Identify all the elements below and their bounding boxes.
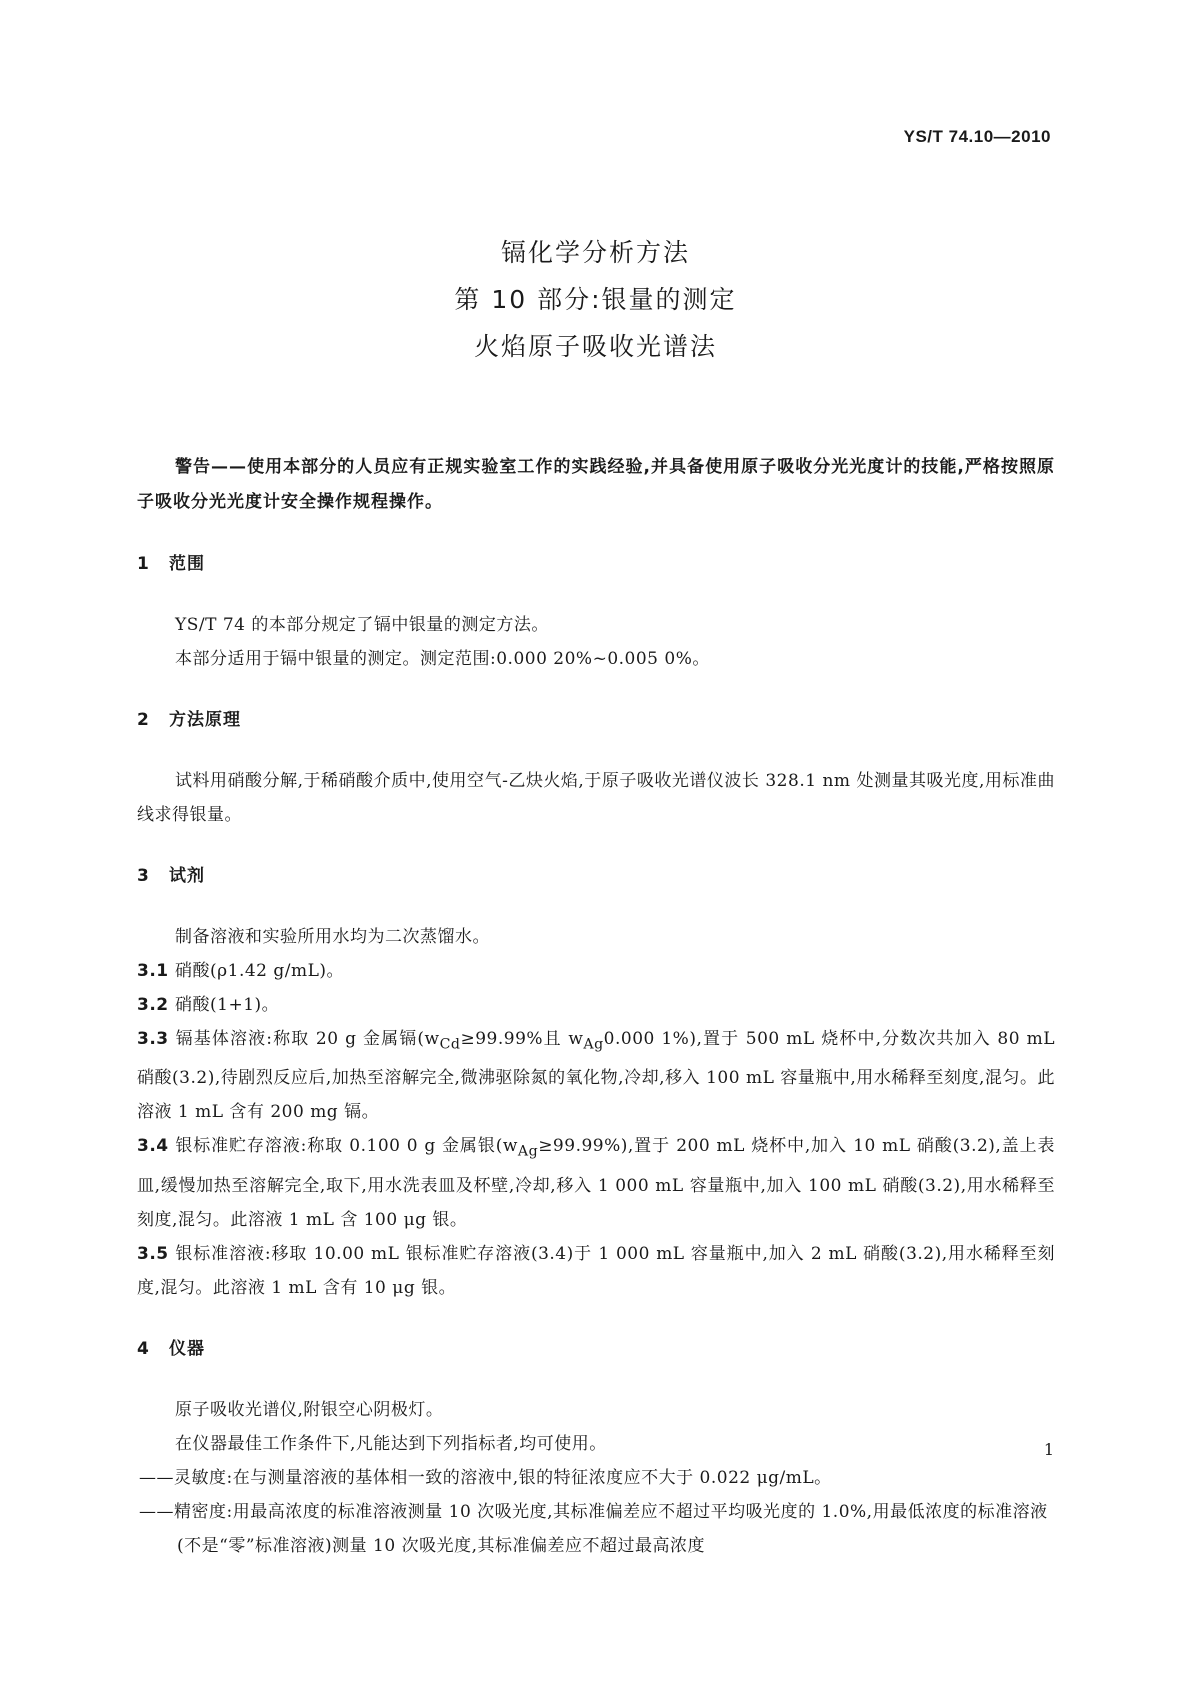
title-line-1: 镉化学分析方法 [500, 238, 690, 267]
item-number: 3.2 [137, 995, 169, 1015]
title-line-3: 火焰原子吸收光谱法 [473, 332, 717, 361]
section-title: 试剂 [169, 866, 205, 886]
apparatus-paragraph-1: 原子吸收光谱仪,附银空心阴极灯。 [175, 1399, 444, 1420]
section-title: 仪器 [169, 1338, 205, 1359]
scope-paragraph-1: YS/T 74 的本部分规定了镉中银量的测定方法。 [175, 615, 549, 635]
item-number: 3.3 [137, 1029, 169, 1049]
reagent-item [137, 988, 1055, 1022]
scope-paragraph-2: 本部分适用于镉中银量的测定。测定范围:0.000 20%~0.005 0%。 [175, 649, 710, 669]
precision-item: ——精密度:用最高浓度的标准溶液测量 10 次吸光度,其标准偏差应不超过平均吸光度的 1.0%,用最低浓度的标准溶液(不是“零”标准溶液)测量 10 次吸光度,其标准偏差应不超过最高浓度 [139, 1501, 1048, 1556]
principle-paragraph: 试料用硝酸分解,于稀硝酸介质中,使用空气-乙炔火焰,于原子吸收光谱仪波长 328.1 nm 处测量其吸光度,用标准曲线求得银量。 [137, 771, 1055, 825]
section-title: 方法原理 [169, 710, 241, 730]
item-number: 3.1 [137, 961, 169, 981]
reagent-item [137, 1022, 1055, 1129]
section-number: 1 [137, 554, 150, 574]
section-number: 3 [137, 866, 150, 886]
section-3-heading [137, 864, 1055, 888]
section-number: 2 [137, 710, 150, 730]
item-text: 硝酸(ρ1.42 g/mL)。 [175, 961, 345, 981]
section-title: 范围 [169, 554, 205, 574]
page-number: 1 [1043, 1440, 1054, 1459]
section-4-heading [137, 1337, 1055, 1361]
document-body [137, 450, 1055, 1563]
section-1-heading [137, 552, 1055, 576]
item-number: 3.4 [137, 1136, 169, 1157]
item-text: 0.000 1%),置于 500 mL 烧杯中,分数次共加入 80 mL 硝酸(3.2),待剧烈反应后,加热至溶解完全,微沸驱除氮的氧化物,冷却,移入 100 mL 容量瓶中,用水稀释至刻度,混匀。此溶液 1 mL 含有 200 mg 镉。 [137, 1029, 1055, 1123]
item-text: ≥99.99%),置于 200 mL 烧杯中,加入 10 mL 硝酸(3.2),盖上表皿,缓慢加热至溶解完全,取下,用水洗表皿及杯壁,冷却,移入 1 000 mL 容量瓶中,加入 100 mL 硝酸(3.2),用水稀释至刻度,混匀。此溶液 1 mL 含 100 μg 银。 [137, 1136, 1055, 1230]
subscript: Cd [439, 1036, 461, 1053]
item-text: 银标准贮存溶液:称取 0.100 0 g 金属银(w [175, 1136, 518, 1157]
reagent-item [137, 1237, 1055, 1305]
reagents-intro: 制备溶液和实验所用水均为二次蒸馏水。 [175, 927, 490, 947]
subscript: Ag [583, 1036, 604, 1053]
subscript: Ag [517, 1143, 539, 1160]
item-text: 镉基体溶液:称取 20 g 金属镉(w [175, 1029, 440, 1049]
section-2-heading [137, 708, 1055, 732]
item-number: 3.5 [137, 1243, 169, 1264]
reagent-item [137, 954, 1055, 988]
section-number: 4 [137, 1338, 150, 1359]
item-text: 银标准溶液:移取 10.00 mL 银标准贮存溶液(3.4)于 1 000 mL 容量瓶中,加入 2 mL 硝酸(3.2),用水稀释至刻度,混匀。此溶液 1 mL 含有 10 μg 银。 [137, 1243, 1055, 1298]
sensitivity-item: ——灵敏度:在与测量溶液的基体相一致的溶液中,银的特征浓度应不大于 0.022 μg/mL。 [139, 1467, 832, 1488]
item-text: 硝酸(1+1)。 [175, 995, 280, 1015]
document-title [0, 229, 1191, 370]
standard-code: YS/T 74.10—2010 [903, 127, 1051, 146]
apparatus-paragraph-2: 在仪器最佳工作条件下,凡能达到下列指标者,均可使用。 [175, 1433, 607, 1454]
reagent-item [137, 1129, 1055, 1236]
warning-paragraph: 警告——使用本部分的人员应有正规实验室工作的实践经验,并具备使用原子吸收分光光度计的技能,严格按照原子吸收分光光度计安全操作规程操作。 [137, 457, 1055, 512]
title-line-2: 第 10 部分:银量的测定 [454, 285, 737, 314]
item-text: ≥99.99%且 w [460, 1029, 584, 1049]
